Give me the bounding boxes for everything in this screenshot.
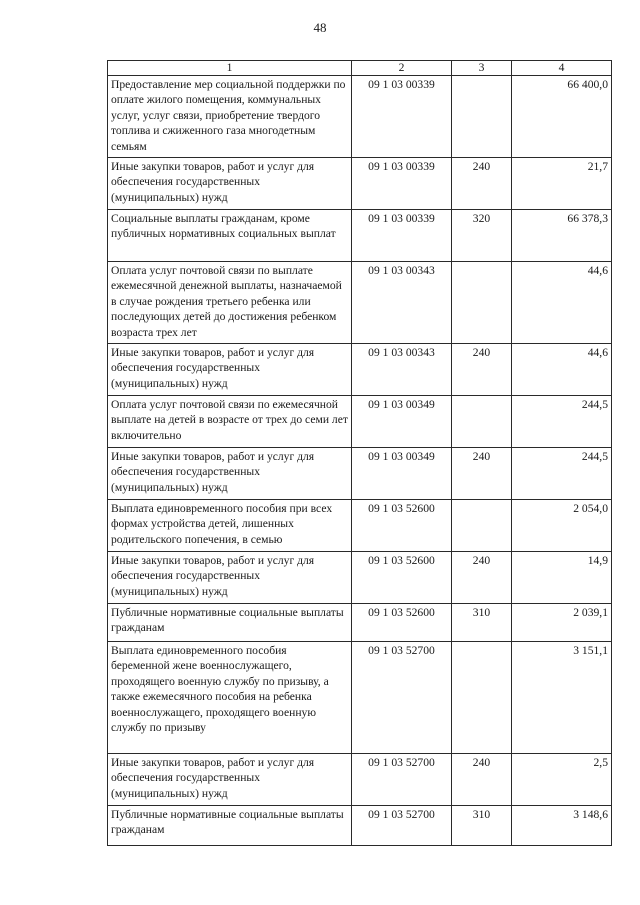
table-row [108, 754, 612, 806]
row-expense-type: 320 [452, 210, 512, 262]
table-row [108, 448, 612, 500]
row-code: 09 1 03 00349 [352, 448, 452, 500]
table-row [108, 344, 612, 396]
row-expense-type: 240 [452, 344, 512, 396]
row-expense-type: 240 [452, 552, 512, 604]
row-name: Публичные нормативные социальные выплаты гражданам [108, 806, 352, 846]
row-expense-type [452, 76, 512, 158]
row-expense-type: 240 [452, 448, 512, 500]
row-name: Оплата услуг почтовой связи по выплате ежемесячной денежной выплаты, назначаемой в случае рождения третьего ребенка или последующих детей до достижения ребенком возраста трех лет [108, 262, 352, 344]
row-expense-type: 240 [452, 754, 512, 806]
table-row [108, 552, 612, 604]
row-amount: 44,6 [512, 344, 612, 396]
row-expense-type [452, 262, 512, 344]
table-row [108, 76, 612, 158]
row-amount: 2,5 [512, 754, 612, 806]
table-row [108, 158, 612, 210]
row-code: 09 1 03 52600 [352, 604, 452, 642]
row-amount: 44,6 [512, 262, 612, 344]
row-amount: 3 151,1 [512, 642, 612, 754]
budget-table [107, 60, 612, 846]
row-expense-type: 240 [452, 158, 512, 210]
row-amount: 244,5 [512, 396, 612, 448]
row-code: 09 1 03 52700 [352, 642, 452, 754]
row-name: Выплата единовременного пособия беременной жене военнослужащего, проходящего военную службу по призыву, а также ежемесячного пособия на ребенка военнослужащего, проходящего военную службу по призыву [108, 642, 352, 754]
row-name: Выплата единовременного пособия при всех формах устройства детей, лишенных родительского попечения, в семью [108, 500, 352, 552]
row-code: 09 1 03 00339 [352, 76, 452, 158]
row-code: 09 1 03 52600 [352, 552, 452, 604]
row-name: Социальные выплаты гражданам, кроме публичных нормативных социальных выплат [108, 210, 352, 262]
row-amount: 66 400,0 [512, 76, 612, 158]
row-name: Иные закупки товаров, работ и услуг для обеспечения государственных (муниципальных) нужд [108, 344, 352, 396]
table-row [108, 396, 612, 448]
row-code: 09 1 03 00339 [352, 158, 452, 210]
table-row [108, 604, 612, 642]
row-amount: 3 148,6 [512, 806, 612, 846]
row-amount: 244,5 [512, 448, 612, 500]
page-number: 48 [313, 20, 327, 35]
row-expense-type [452, 396, 512, 448]
table-row [108, 262, 612, 344]
row-amount: 21,7 [512, 158, 612, 210]
row-name: Иные закупки товаров, работ и услуг для обеспечения государственных (муниципальных) нужд [108, 448, 352, 500]
row-amount: 2 054,0 [512, 500, 612, 552]
row-amount: 2 039,1 [512, 604, 612, 642]
row-amount: 14,9 [512, 552, 612, 604]
row-code: 09 1 03 00343 [352, 344, 452, 396]
row-name: Оплата услуг почтовой связи по ежемесячной выплате на детей в возрасте от трех до семи лет включительно [108, 396, 352, 448]
row-code: 09 1 03 52700 [352, 806, 452, 846]
table-row [108, 210, 612, 262]
row-expense-type: 310 [452, 806, 512, 846]
header-col-1: 1 [108, 61, 352, 76]
row-name: Иные закупки товаров, работ и услуг для обеспечения государственных (муниципальных) нужд [108, 158, 352, 210]
header-col-4: 4 [512, 61, 612, 76]
header-col-2: 2 [352, 61, 452, 76]
header-col-3: 3 [452, 61, 512, 76]
row-name: Иные закупки товаров, работ и услуг для обеспечения государственных (муниципальных) нужд [108, 754, 352, 806]
row-expense-type [452, 642, 512, 754]
row-expense-type: 310 [452, 604, 512, 642]
table-row [108, 500, 612, 552]
row-expense-type [452, 500, 512, 552]
row-code: 09 1 03 52700 [352, 754, 452, 806]
row-name: Иные закупки товаров, работ и услуг для обеспечения государственных (муниципальных) нужд [108, 552, 352, 604]
table-header-row [108, 61, 612, 76]
row-name: Предоставление мер социальной поддержки по оплате жилого помещения, коммунальных услуг, услуг связи, приобретение твердого топлива и сжиженного газа многодетным семьям [108, 76, 352, 158]
row-amount: 66 378,3 [512, 210, 612, 262]
row-code: 09 1 03 00349 [352, 396, 452, 448]
table-row [108, 806, 612, 846]
table-row [108, 642, 612, 754]
row-code: 09 1 03 00343 [352, 262, 452, 344]
row-code: 09 1 03 00339 [352, 210, 452, 262]
row-code: 09 1 03 52600 [352, 500, 452, 552]
row-name: Публичные нормативные социальные выплаты гражданам [108, 604, 352, 642]
